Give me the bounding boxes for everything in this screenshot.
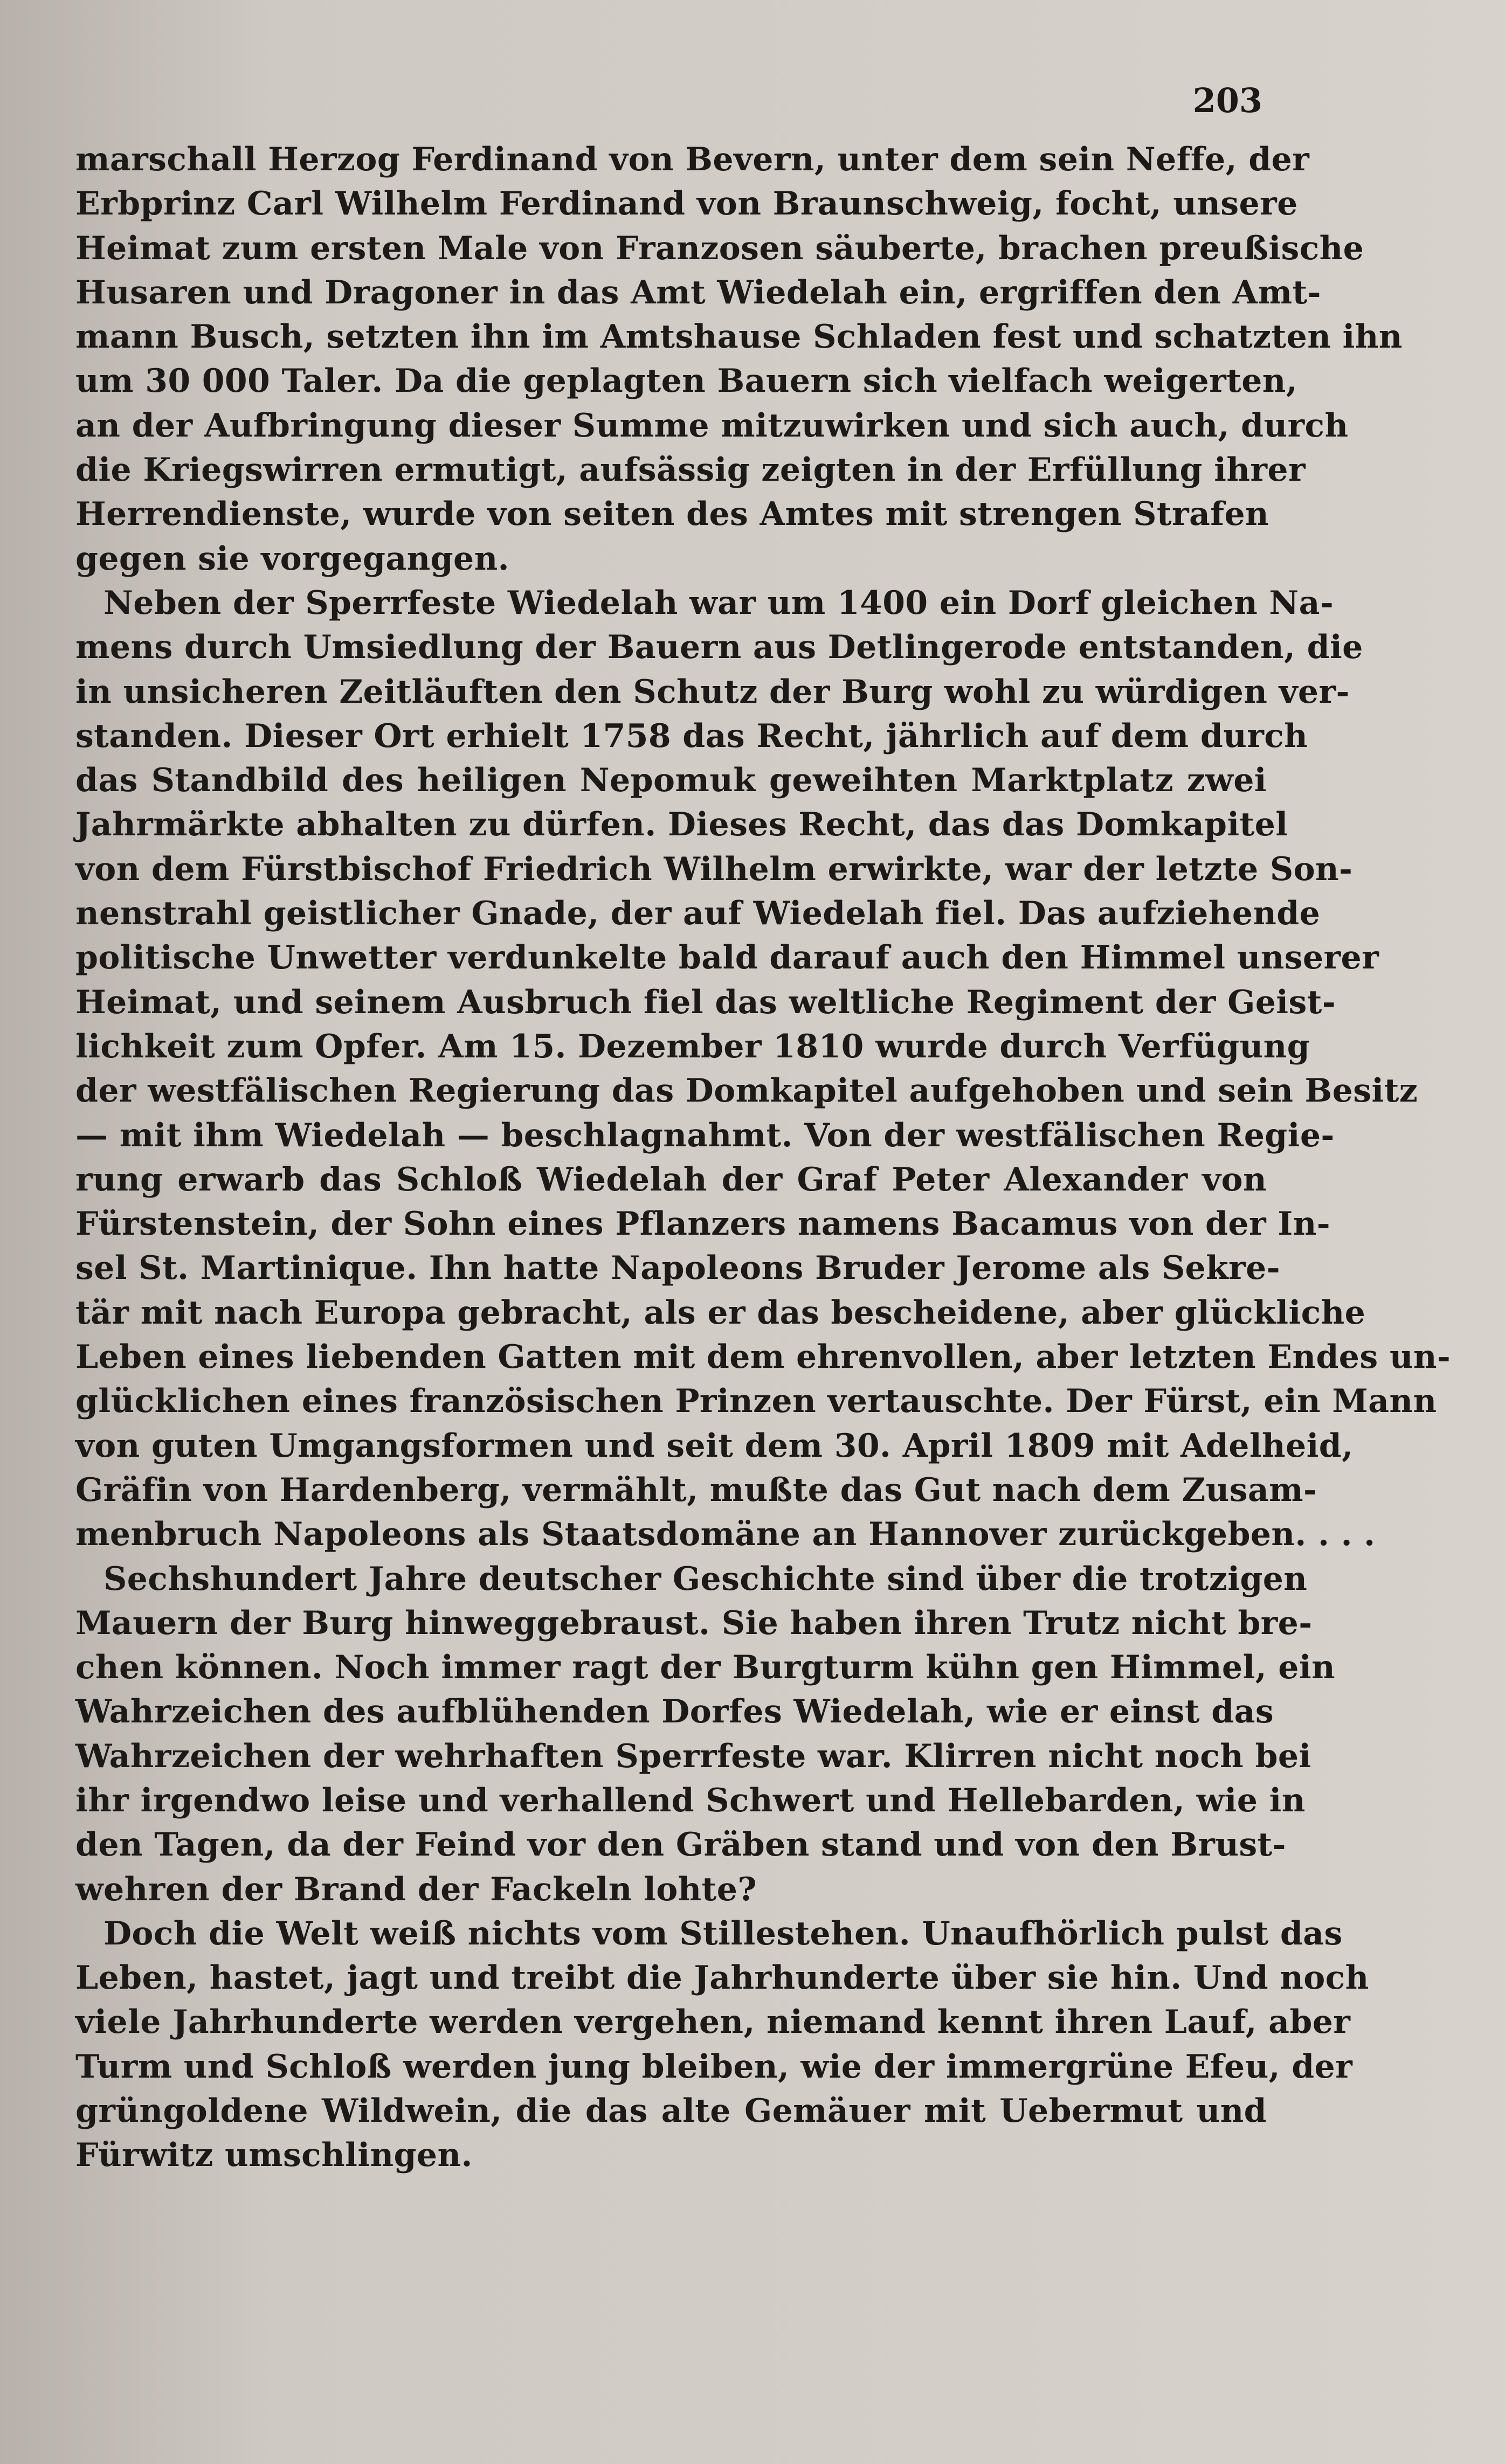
- text-line: marschall Herzog Ferdinand von Bevern, unter dem sein Neffe, der: [75, 141, 1310, 178]
- text-line: Fürstenstein, der Sohn eines Pflanzers namens Bacamus von der In-: [75, 1205, 1331, 1243]
- paragraph: [75, 581, 1451, 1557]
- text-line: das Standbild des heiligen Nepomuk geweihten Marktplatz zwei: [75, 762, 1267, 800]
- text-line: standen. Dieser Ort erhielt 1758 das Recht, jährlich auf dem durch: [75, 717, 1308, 755]
- text-line: die Kriegswirren ermutigt, aufsässig zeigten in der Erfüllung ihrer: [75, 451, 1306, 489]
- text-line: Leben eines liebenden Gatten mit dem ehrenvollen, aber letzten Endes un-: [75, 1338, 1451, 1376]
- text-line: menbruch Napoleons als Staatsdomäne an Hannover zurückgeben. . . .: [75, 1515, 1376, 1554]
- text-line: — mit ihm Wiedelah — beschlagnahmt. Von der westfälischen Regie-: [75, 1116, 1335, 1154]
- text-line: Fürwitz umschlingen.: [75, 2136, 473, 2175]
- text-line: Neben der Sperrfeste Wiedelah war um 1400 ein Dorf gleichen Na-: [103, 584, 1334, 622]
- text-line: Leben, hastet, jagt und treibt die Jahrhunderte über sie hin. Und noch: [75, 1959, 1369, 1997]
- text-line: rung erwarb das Schloß Wiedelah der Graf Peter Alexander von: [75, 1160, 1267, 1199]
- paragraph: [75, 137, 1403, 581]
- text-line: an der Aufbringung dieser Summe mitzuwirken und sich auch, durch: [75, 406, 1349, 445]
- text-line: Wahrzeichen des aufblühenden Dorfes Wiedelah, wie er einst das: [75, 1693, 1274, 1731]
- text-line: Wahrzeichen der wehrhaften Sperrfeste war. Klirren nicht noch bei: [75, 1737, 1311, 1775]
- text-line: Herrendienste, wurde von seiten des Amtes mit strengen Strafen: [75, 495, 1269, 534]
- text-line: von dem Fürstbischof Friedrich Wilhelm erwirkte, war der letzte Son-: [75, 850, 1353, 888]
- text-line: von guten Umgangsformen und seit dem 30. April 1809 mit Adelheid,: [75, 1427, 1354, 1465]
- text-line: lichkeit zum Opfer. Am 15. Dezember 1810 wurde durch Verfügung: [75, 1027, 1310, 1065]
- text-line: Turm und Schloß werden jung bleiben, wie der immergrüne Efeu, der: [75, 2047, 1353, 2086]
- text-line: um 30 000 Taler. Da die geplagten Bauern sich vielfach weigerten,: [75, 362, 1298, 400]
- text-line: Doch die Welt weiß nichts vom Stillestehen. Unaufhörlich pulst das: [103, 1914, 1343, 1953]
- text-line: politische Unwetter verdunkelte bald darauf auch den Himmel unserer: [75, 939, 1379, 977]
- text-line: mens durch Umsiedlung der Bauern aus Detlingerode entstanden, die: [75, 628, 1363, 667]
- text-line: Erbprinz Carl Wilhelm Ferdinand von Braunschweig, focht, unsere: [75, 185, 1298, 223]
- text-line: glücklichen eines französischen Prinzen vertauschte. Der Fürst, ein Mann: [75, 1382, 1437, 1421]
- text-line: Sechshundert Jahre deutscher Geschichte sind über die trotzigen: [103, 1560, 1308, 1598]
- body-text: [75, 137, 1451, 2178]
- text-line: Mauern der Burg hinweggebraust. Sie haben ihren Trutz nicht bre-: [75, 1604, 1313, 1642]
- text-line: viele Jahrhunderte werden vergehen, niemand kennt ihren Lauf, aber: [75, 2003, 1351, 2041]
- text-line: in unsicheren Zeitläuften den Schutz der Burg wohl zu würdigen ver-: [75, 673, 1350, 711]
- text-line: Heimat, und seinem Ausbruch fiel das weltliche Regiment der Geist-: [75, 983, 1336, 1021]
- text-line: den Tagen, da der Feind vor den Gräben stand und von den Brust-: [75, 1826, 1286, 1864]
- text-line: Jahrmärkte abhalten zu dürfen. Dieses Recht, das das Domkapitel: [75, 806, 1288, 844]
- paragraph: [75, 1912, 1369, 2178]
- text-line: Gräfin von Hardenberg, vermählt, mußte das Gut nach dem Zusam-: [75, 1471, 1317, 1509]
- text-line: der westfälischen Regierung das Domkapitel aufgehoben und sein Besitz: [75, 1072, 1418, 1110]
- text-line: mann Busch, setzten ihn im Amtshause Schladen fest und schatzten ihn: [75, 318, 1403, 356]
- text-line: gegen sie vorgegangen.: [75, 539, 509, 578]
- text-line: tär mit nach Europa gebracht, als er das bescheidene, aber glückliche: [75, 1293, 1366, 1332]
- text-line: grüngoldene Wildwein, die das alte Gemäuer mit Uebermut und: [75, 2092, 1267, 2130]
- text-line: nenstrahl geistlicher Gnade, der auf Wiedelah fiel. Das aufziehende: [75, 895, 1321, 933]
- text-line: ihr irgendwo leise und verhallend Schwert und Hellebarden, wie in: [75, 1781, 1306, 1819]
- text-line: Heimat zum ersten Male von Franzosen säuberte, brachen preußische: [75, 229, 1364, 267]
- text-line: chen können. Noch immer ragt der Burgturm kühn gen Himmel, ein: [75, 1649, 1336, 1687]
- text-line: sel St. Martinique. Ihn hatte Napoleons Bruder Jerome als Sekre-: [75, 1249, 1280, 1288]
- text-line: wehren der Brand der Fackeln lohte?: [75, 1870, 757, 1908]
- text-line: Husaren und Dragoner in das Amt Wiedelah ein, ergriffen den Amt-: [75, 273, 1321, 312]
- paragraph: [75, 1557, 1336, 1912]
- page-number: 203: [1192, 81, 1262, 120]
